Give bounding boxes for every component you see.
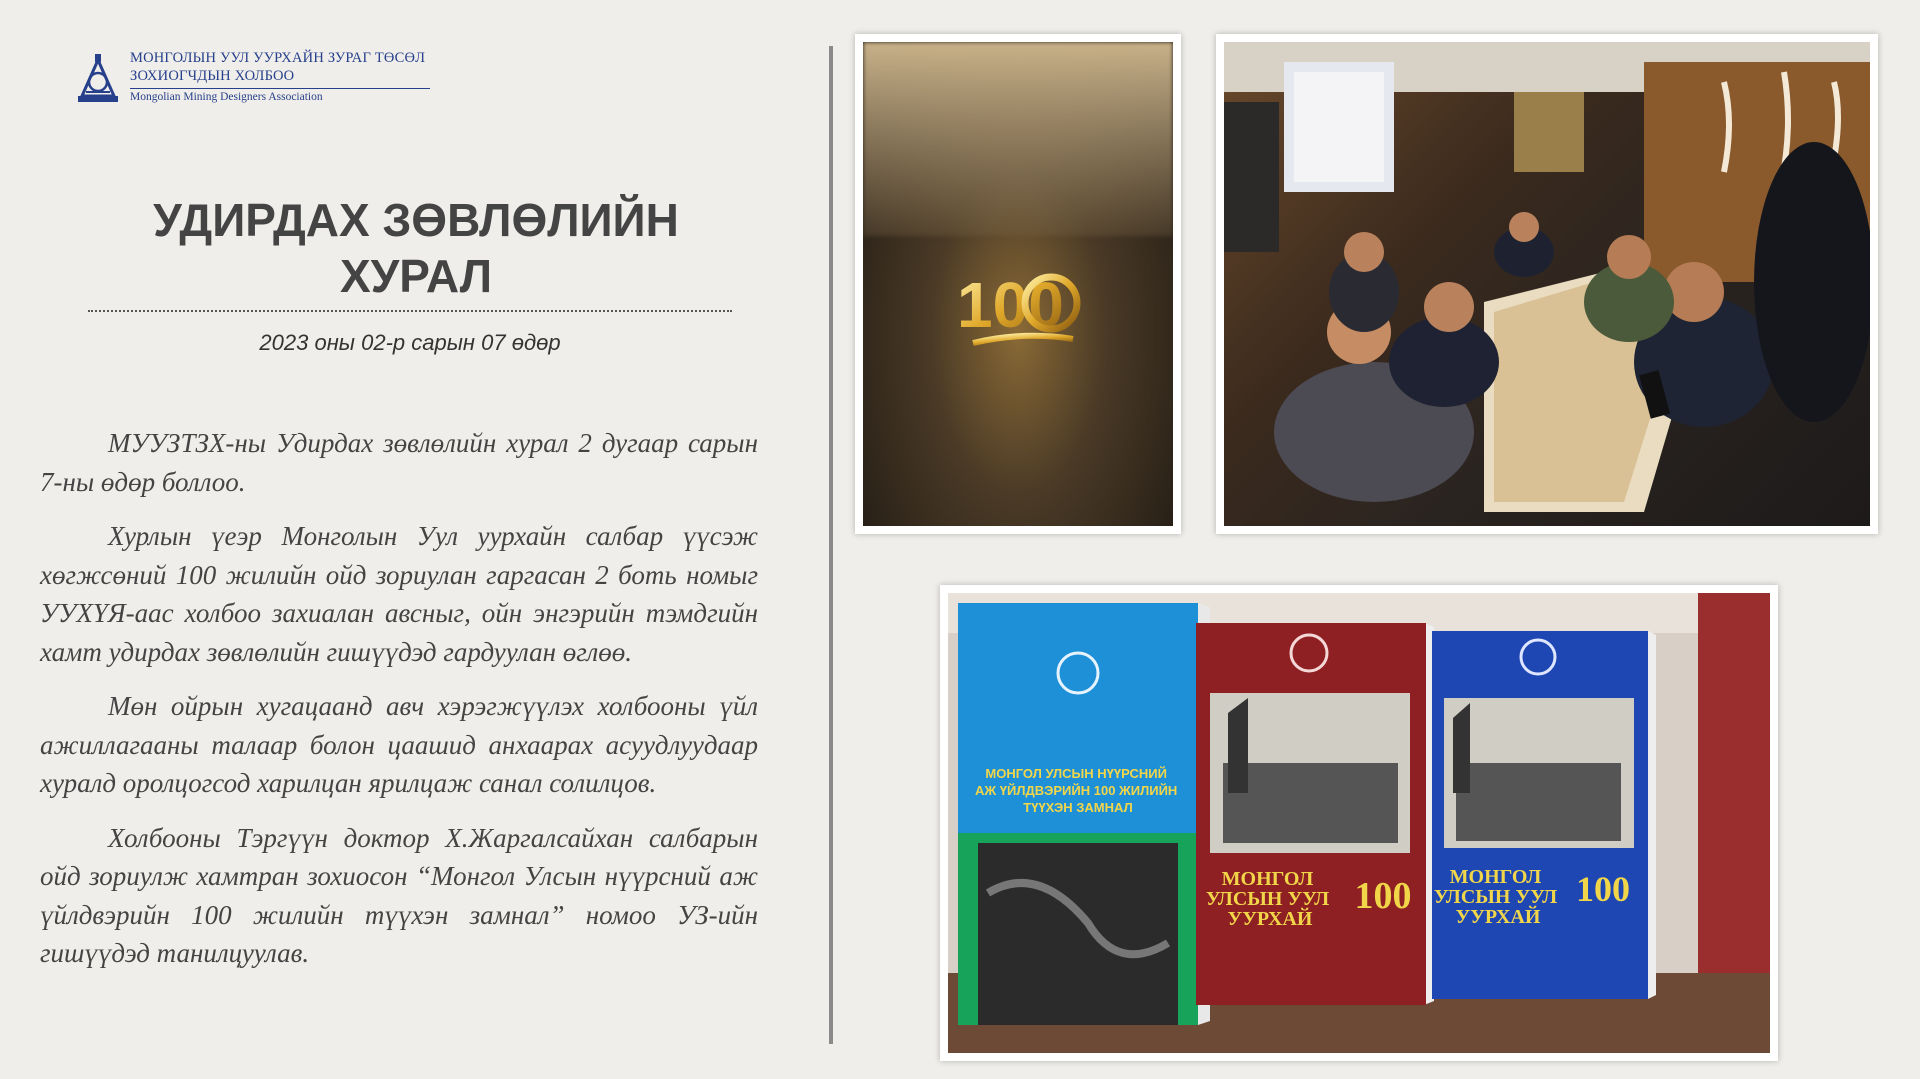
book1-title: МОНГОЛ УЛСЫН НҮҮРСНИЙ АЖ ҮЙЛДВЭРИЙН 100 ЖИЛИЙН ТҮҮХЭН ЗАМНАЛ [975, 766, 1178, 815]
meeting-scene [1224, 42, 1870, 526]
paragraph: Хурлын үеэр Монголын Уул уурхайн салбар үүсэж хөгжсөний 100 жилийн ойд зориулан гаргасан 2 боть номыг УУХҮЯ-аас холбоо захиалан авсныг, ойн энгэрийн тэмдгийн хамт удирдах зөвлөлийн гишүүдэд гардуулан өглөө. [40, 521, 758, 667]
book3-number: 100 [1576, 869, 1630, 909]
book3-title: МОНГОЛ УЛСЫН УУЛ УУРХАЙ [1433, 866, 1558, 928]
meeting-date: 2023 оны 02-р сарын 07 өдөр [259, 330, 561, 355]
book2-number: 100 [1354, 875, 1412, 917]
logo-divider [130, 88, 430, 89]
book2-title: МОНГОЛ УЛСЫН УУЛ УУРХАЙ [1205, 868, 1330, 930]
pin-photo [855, 34, 1181, 534]
article-body [40, 424, 758, 989]
mining-emblem-icon [72, 52, 124, 106]
books-scene [948, 593, 1770, 1053]
page-title: УДИРДАХ ЗӨВЛӨЛИЙН ХУРАЛ [153, 194, 679, 302]
title-underline [88, 310, 732, 312]
books-photo [940, 585, 1778, 1061]
pin-number: 100 [957, 269, 1064, 341]
paragraph: Мөн ойрын хугацаанд авч хэрэгжүүлэх холбооны үйл ажиллагааны талаар болон цаашид анхаарах асуудлуудаар хуралд оролцогсод харилцан ярилцаж санал солилцов. [40, 691, 758, 798]
paragraph: Холбооны Тэргүүн доктор Х.Жаргалсайхан салбарын ойд зориулж хамтран зохиосон “Монгол Улсын нүүрсний аж үйлдвэрийн 100 жилийн түүхэн замнал” номоо УЗ-ийн гишүүдэд танилцуулав. [40, 822, 758, 968]
vertical-divider [829, 46, 833, 1044]
paragraph: МУУЗТЗХ-ны Удирдах зөвлөлийн хурал 2 дугаар сарын 7-ны өдөр боллоо. [40, 428, 758, 497]
anniversary-pin-icon [953, 257, 1083, 357]
logo-english-name: Mongolian Mining Designers Association [130, 91, 323, 103]
meeting-photo [1216, 34, 1878, 534]
association-logo [72, 48, 442, 108]
logo-name-line-1: МОНГОЛЫН УУЛ УУРХАЙН ЗУРАГ ТӨСӨЛ [130, 50, 426, 66]
logo-name-line-2: ЗОХИОГЧДЫН ХОЛБОО [130, 68, 295, 84]
